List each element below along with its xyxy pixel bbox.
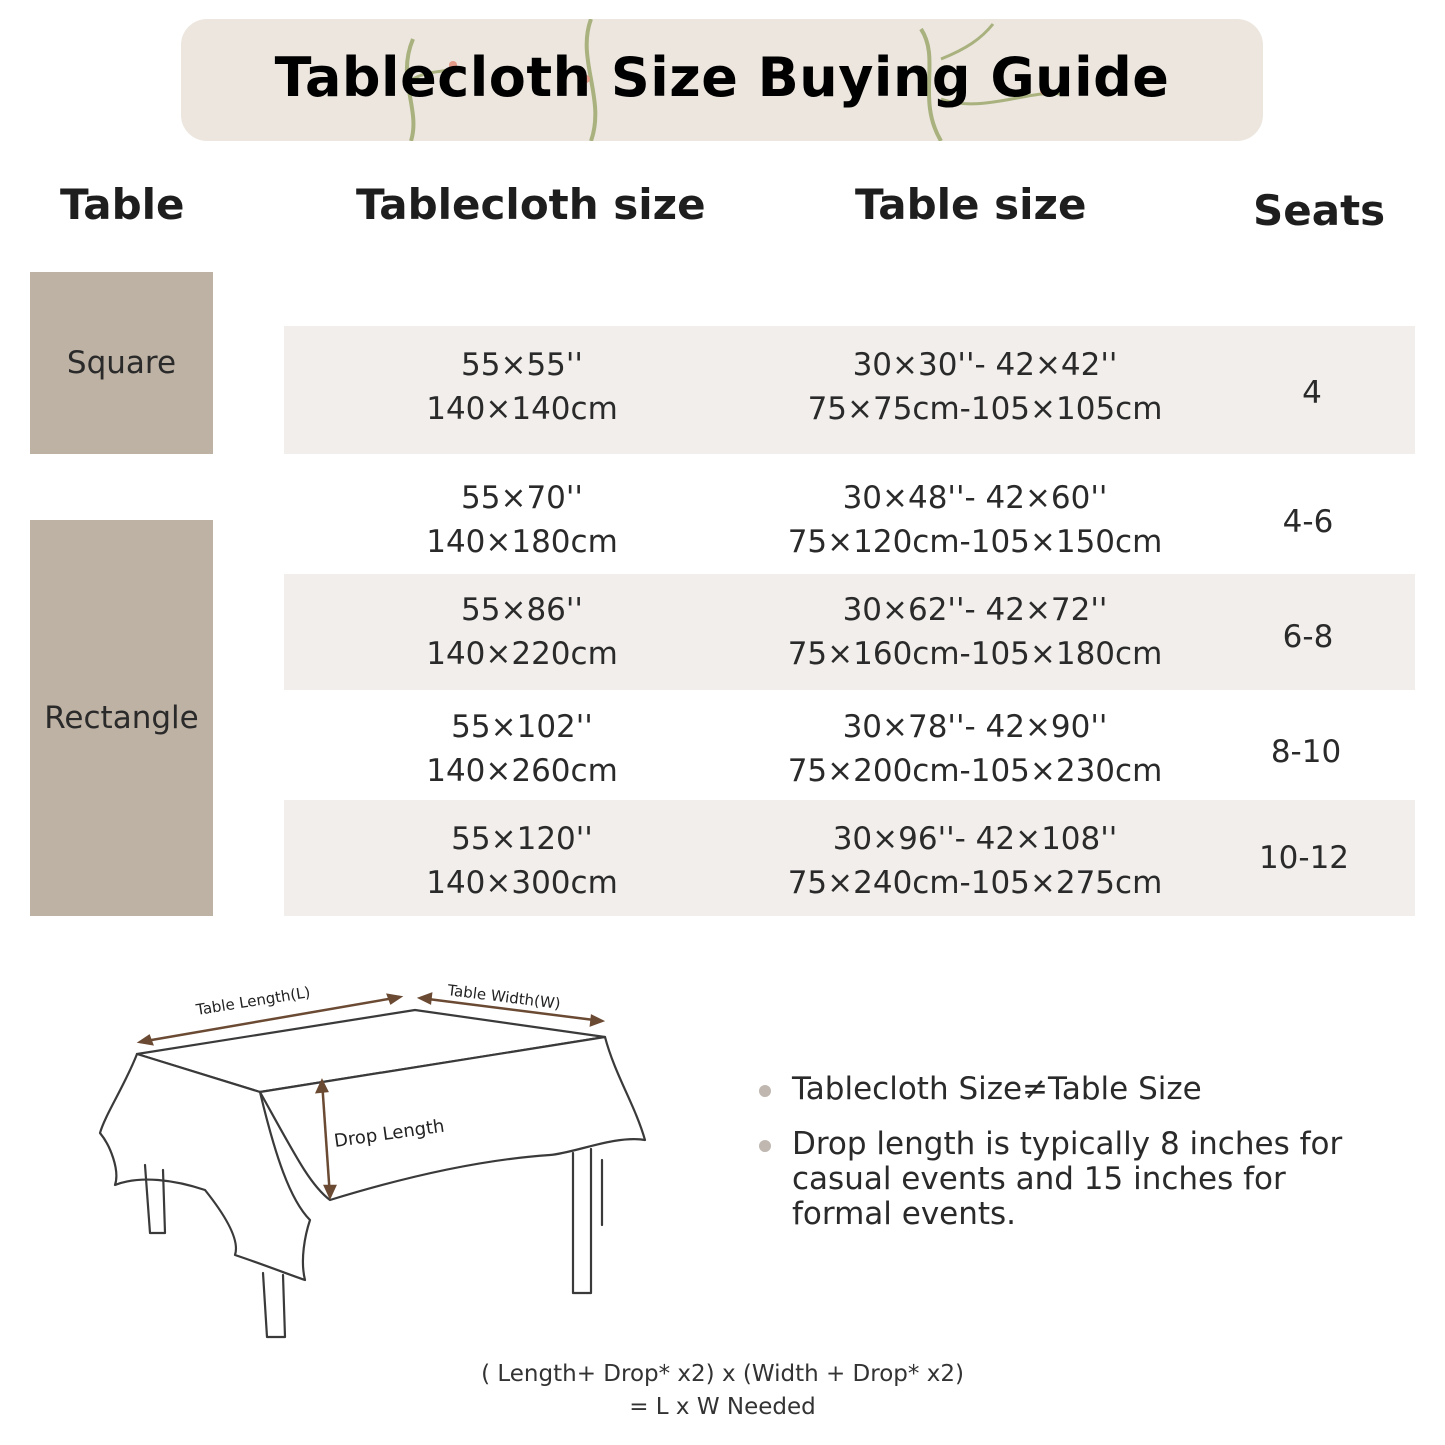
seats-cell: 8-10 xyxy=(1270,734,1342,770)
formula-line-2: = L x W Needed xyxy=(629,1394,816,1420)
seats-cell: 4 xyxy=(1302,375,1322,411)
drop-length-label: Drop Length xyxy=(332,1115,446,1152)
seats-cell: 10-12 xyxy=(1258,840,1350,876)
note-item: Drop length is typically 8 inches for casual events and 15 inches for formal events. xyxy=(757,1127,1357,1232)
table-size-cell: 30×96''- 42×108'' 75×240cm-105×275cm xyxy=(787,821,1163,901)
bullet-icon xyxy=(759,1085,771,1097)
tablecloth-size-cell: 55×102'' 140×260cm xyxy=(426,709,618,789)
table-width-label: Table Width(W) xyxy=(446,981,562,1013)
header-table-size: Table size xyxy=(855,180,1087,229)
seats-cell: 6-8 xyxy=(1282,619,1334,655)
seats-cell: 4-6 xyxy=(1282,504,1334,540)
table-drop-diagram xyxy=(95,975,665,1350)
title-banner xyxy=(181,19,1263,141)
table-size-cell: 30×78''- 42×90'' 75×200cm-105×230cm xyxy=(787,709,1163,789)
tablecloth-size-cell: 55×120'' 140×300cm xyxy=(426,821,618,901)
bullet-icon xyxy=(759,1140,771,1152)
page-title: Tablecloth Size Buying Guide xyxy=(274,46,1170,109)
table-size-cell: 30×30''- 42×42'' 75×75cm-105×105cm xyxy=(807,347,1163,427)
table-length-label: Table Length(L) xyxy=(194,983,312,1019)
table-size-cell: 30×48''- 42×60'' 75×120cm-105×150cm xyxy=(787,480,1163,560)
header-seats: Seats xyxy=(1253,186,1386,235)
note-item: Tablecloth Size≠Table Size xyxy=(757,1072,1357,1107)
tablecloth-size-cell: 55×70'' 140×180cm xyxy=(426,480,618,560)
type-rectangle: Rectangle xyxy=(30,520,213,916)
tablecloth-size-cell: 55×86'' 140×220cm xyxy=(426,592,618,672)
table-size-cell: 30×62''- 42×72'' 75×160cm-105×180cm xyxy=(787,592,1163,672)
header-tablecloth-size: Tablecloth size xyxy=(356,180,706,229)
tablecloth-size-cell: 55×55'' 140×140cm xyxy=(426,347,618,427)
type-square: Square xyxy=(30,272,213,454)
header-table: Table xyxy=(60,180,185,229)
formula-line-1: ( Length+ Drop* x2) x (Width + Drop* x2) xyxy=(481,1361,964,1387)
notes-list xyxy=(757,1072,1357,1252)
